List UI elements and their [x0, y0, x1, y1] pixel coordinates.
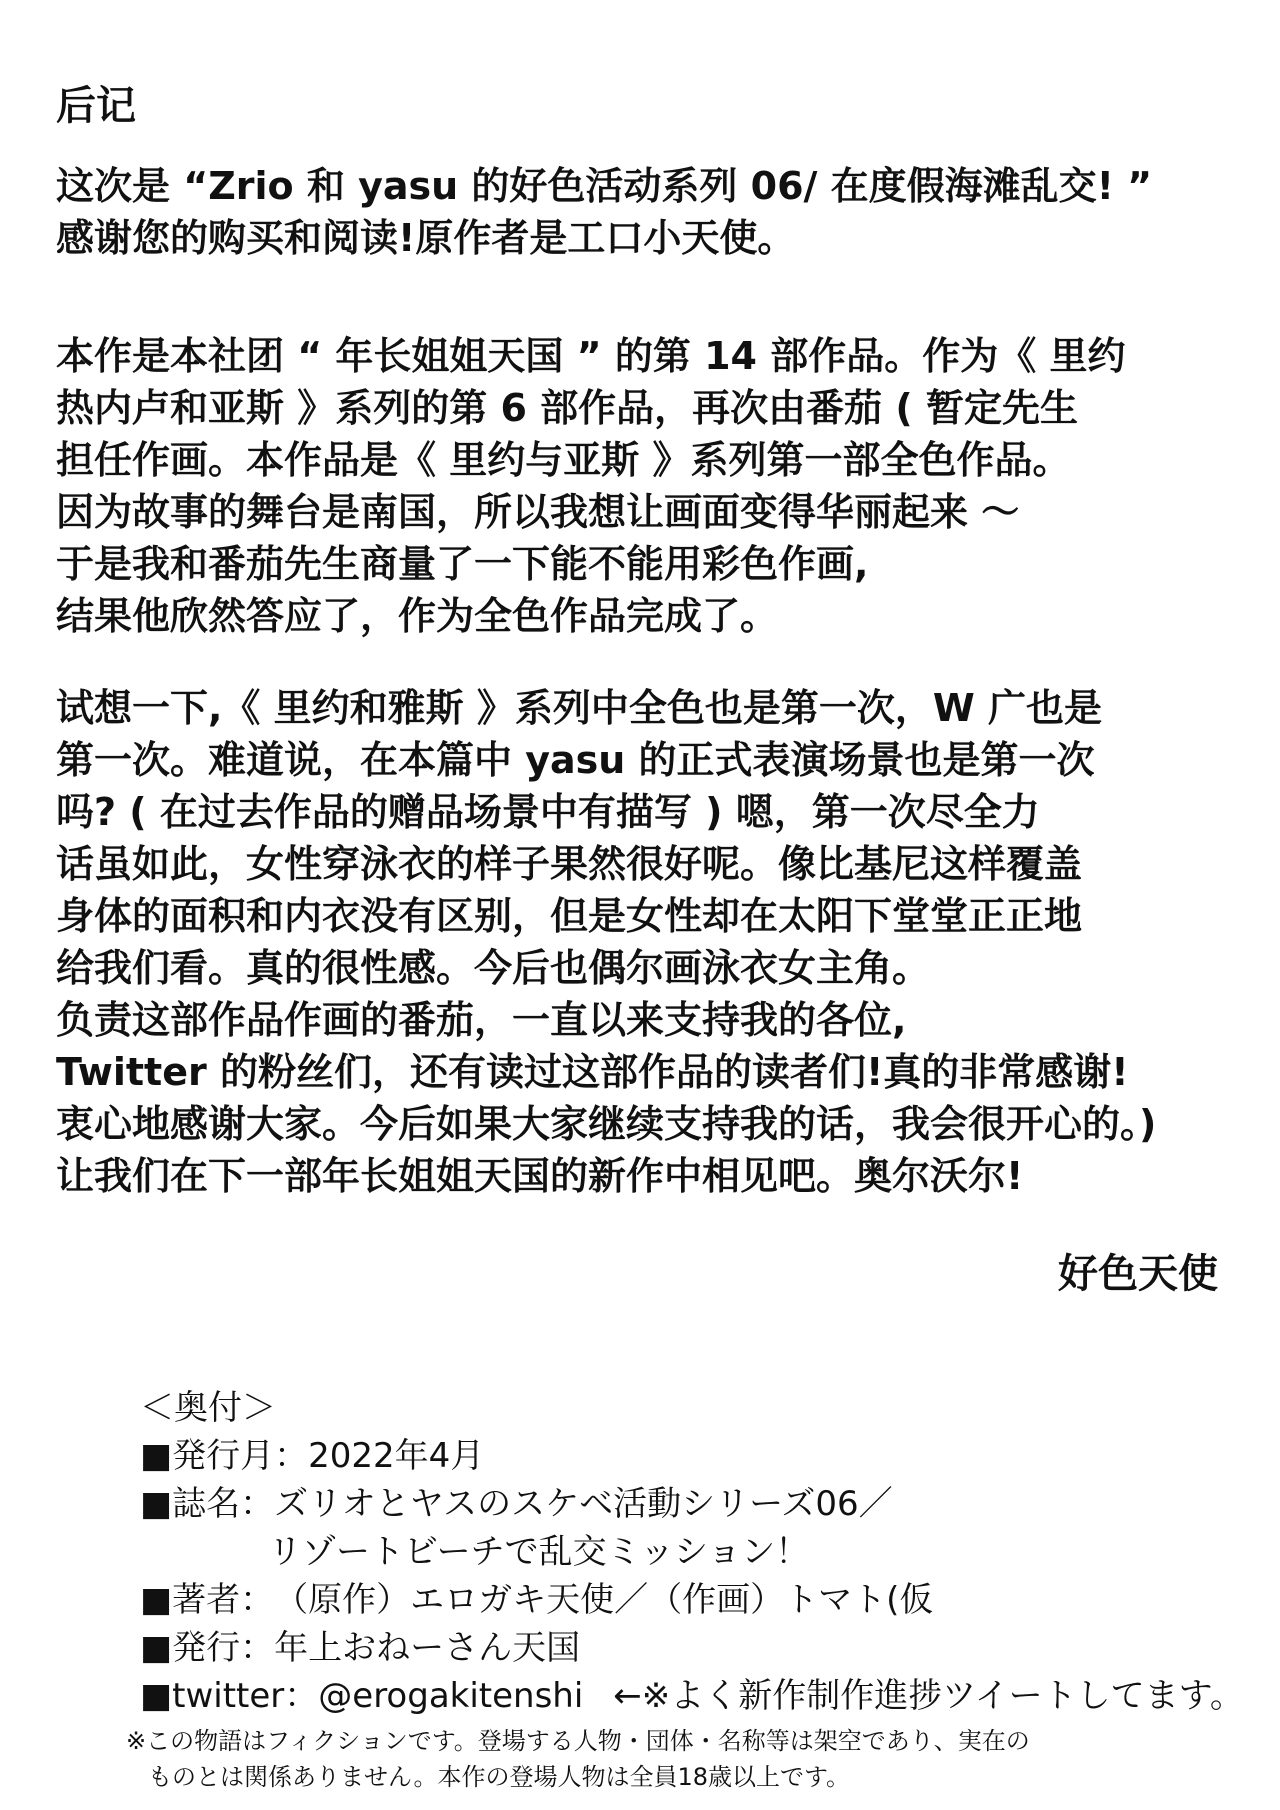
- colophon-row-title-continued: [140, 1528, 1250, 1576]
- colophon-value: ズリオとヤスのスケベ活動シリーズ06／: [274, 1484, 893, 1524]
- colophon-label: ■著者：: [140, 1580, 275, 1620]
- paragraph-intro: [56, 160, 1236, 264]
- paragraph-line: Twitter 的粉丝们，还有读过这部作品的读者们!真的非常感谢!: [56, 1050, 1129, 1094]
- paragraph-line: 感谢您的购买和阅读!原作者是工口小天使。: [56, 216, 796, 260]
- colophon: [140, 1384, 1250, 1720]
- paragraph-line: 本作是本社团 “ 年长姐姐天国 ” 的第 14 部作品。作为《 里约: [56, 334, 1126, 378]
- colophon-label: ■発行月：: [140, 1436, 309, 1476]
- disclaimer-line: ものとは関係ありません。本作の登場人物は全員18歳以上です。: [148, 1763, 851, 1791]
- fiction-disclaimer: [126, 1723, 1246, 1795]
- paragraph-line: 试想一下,《 里约和雅斯 》系列中全色也是第一次，W 广也是: [56, 686, 1103, 730]
- colophon-row-twitter: [140, 1672, 1250, 1720]
- author-signature: 好色天使: [1058, 1251, 1218, 1297]
- colophon-label: ■発行：: [140, 1628, 275, 1668]
- paragraph-line: 这次是 “Zrio 和 yasu 的好色活动系列 06/ 在度假海滩乱交! ”: [56, 164, 1153, 208]
- colophon-label: ■twitter：: [140, 1676, 319, 1716]
- paragraph-thanks: [56, 682, 1236, 1202]
- colophon-row-title: [140, 1480, 1250, 1528]
- colophon-row-author: [140, 1576, 1250, 1624]
- paragraph-line: 话虽如此，女性穿泳衣的样子果然很好呢。像比基尼这样覆盖: [56, 842, 1083, 886]
- disclaimer-line: ※この物語はフィクションです。登場する人物・団体・名称等は架空であり、実在の: [126, 1727, 1030, 1755]
- paragraph-line: 让我们在下一部年长姐姐天国的新作中相见吧。奥尔沃尔!: [56, 1154, 1024, 1198]
- paragraph-line: 第一次。难道说，在本篇中 yasu 的正式表演场景也是第一次: [56, 738, 1095, 782]
- paragraph-line: 衷心地感谢大家。今后如果大家继续支持我的话，我会很开心的。): [56, 1102, 1157, 1146]
- colophon-value: リゾートビーチで乱交ミッション！: [268, 1532, 810, 1572]
- paragraph-line: 吗? ( 在过去作品的赠品场景中有描写 ) 嗯，第一次尽全力: [56, 790, 1040, 834]
- colophon-row-publisher: [140, 1624, 1250, 1672]
- paragraph-line: 因为故事的舞台是南国，所以我想让画面变得华丽起来 ～: [56, 490, 1020, 534]
- colophon-value: （原作）エロガキ天使／（作画）トマト(仮: [274, 1580, 934, 1620]
- paragraph-line: 于是我和番茄先生商量了一下能不能用彩色作画,: [56, 542, 869, 586]
- colophon-label: ■誌名：: [140, 1484, 275, 1524]
- colophon-value: 年上おねーさん天国: [274, 1628, 581, 1668]
- page-title: 后记: [56, 83, 136, 129]
- paragraph-line: 给我们看。真的很性感。今后也偶尔画泳衣女主角。: [56, 946, 931, 990]
- paragraph-line: 身体的面积和内衣没有区别，但是女性却在太阳下堂堂正正地: [56, 894, 1083, 938]
- paragraph-line: 结果他欣然答应了，作为全色作品完成了。: [56, 594, 779, 638]
- twitter-note: ←※よく新作制作進捗ツイートしてます。: [613, 1676, 1244, 1716]
- paragraph-about-work: [56, 330, 1236, 642]
- colophon-row-date: [140, 1432, 1250, 1480]
- paragraph-line: 热内卢和亚斯 》系列的第 6 部作品，再次由番茄 ( 暂定先生: [56, 386, 1078, 430]
- twitter-handle: @erogakitenshi: [318, 1676, 584, 1716]
- colophon-heading: ＜奥付＞: [140, 1388, 276, 1428]
- paragraph-line: 担任作画。本作品是《 里约与亚斯 》系列第一部全色作品。: [56, 438, 1071, 482]
- paragraph-line: 负责这部作品作画的番茄，一直以来支持我的各位,: [56, 998, 907, 1042]
- colophon-value: 2022年4月: [308, 1436, 485, 1476]
